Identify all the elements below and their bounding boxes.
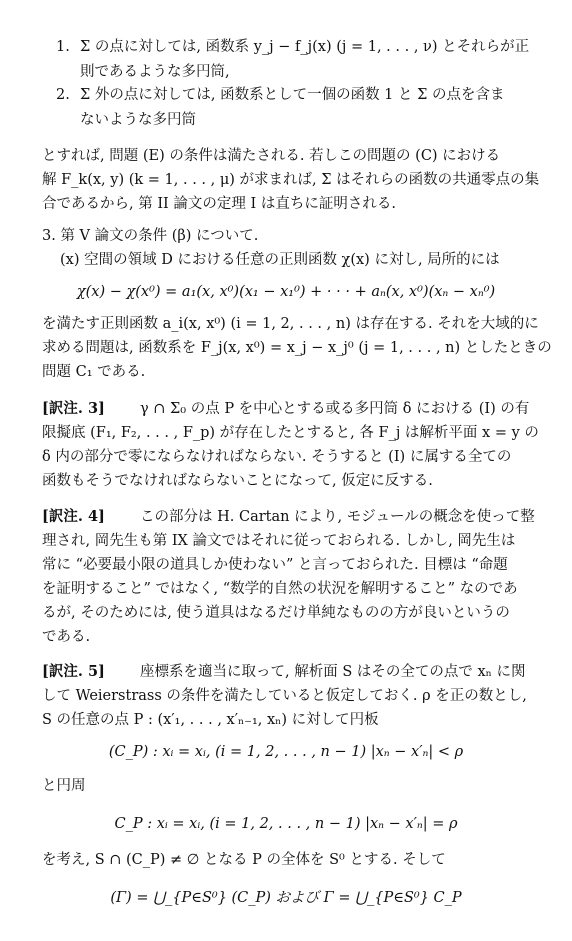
note3-line-3: δ 内の部分で零にならなければならない. そうすると (I) に属する全ての bbox=[42, 449, 512, 465]
note3-label: [訳注. 3] bbox=[42, 400, 105, 417]
note4-line-2: 理され, 岡先生も第 IX 論文ではそれに従っておられる. しかし, 岡先生は bbox=[42, 533, 516, 549]
note3-line-4: 函数もそうでなければならないことになって, 仮定に反する. bbox=[42, 473, 433, 489]
note5-equation-1: (C_P) : xᵢ = xᵢ, (i = 1, 2, . . . , n − 1) |xₙ − x′ₙ| < ρ bbox=[108, 744, 464, 760]
section3-after-1: を満たす正則函数 a_i(x, x⁰) (i = 1, 2, . . . , n) は存在する. それを大域的に bbox=[42, 316, 539, 332]
note4-line-1: この部分は H. Cartan により, モジュールの概念を使って整 bbox=[140, 509, 535, 525]
note5-equation-2: C_P : xᵢ = xᵢ, (i = 1, 2, . . . , n − 1) |xₙ − x′ₙ| = ρ bbox=[114, 816, 458, 832]
note5-mid: と円周 bbox=[42, 778, 86, 794]
note3-line-2: 限擬底 (F₁, F₂, . . . , F_p) が存在したとすると, 各 F_j は解析平面 x = y の bbox=[42, 425, 539, 441]
note5-equation-3: (Γ) = ⋃_{P∈S⁰} (C_P) および Γ = ⋃_{P∈S⁰} C_P bbox=[110, 890, 462, 906]
section3-equation: χ(x) − χ(x⁰) = a₁(x, x⁰)(x₁ − x₁⁰) + · · · + aₙ(x, x⁰)(xₙ − xₙ⁰) bbox=[76, 284, 496, 300]
note5-after: を考え, S ∩ (C_P) ≠ ∅ となる P の全体を S⁰ とする. そして bbox=[42, 852, 446, 868]
list-num-1: 1. bbox=[56, 39, 70, 55]
note5-line-1: 座標系を適当に取って, 解析面 S はその全ての点で xₙ に関 bbox=[140, 664, 526, 680]
list-2-line-2: ないような多円筒 bbox=[80, 112, 196, 128]
list-2-line-1: Σ 外の点に対しては, 函数系として一個の函数 1 と Σ の点を含ま bbox=[80, 87, 505, 103]
note3-line-1: γ ∩ Σ₀ の点 P を中心とする或る多円筒 δ における (I) の有 bbox=[140, 401, 530, 417]
note4-line-3: 常に “必要最小限の道具しか使わない” と言っておられた. 目標は “命題 bbox=[42, 557, 508, 573]
list-num-2: 2. bbox=[56, 87, 70, 103]
note4-label: [訳注. 4] bbox=[42, 508, 105, 525]
note4-line-6: である. bbox=[42, 629, 91, 645]
note4-line-4: を証明すること” ではなく, “数学的自然の状況を解明すること” なのであ bbox=[42, 581, 518, 597]
list-1-line-1: Σ の点に対しては, 函数系 y_j − f_j(x) (j = 1, . . . , ν) とそれらが正 bbox=[80, 39, 530, 55]
note5-line-2: して Weierstrass の条件を満たしていると仮定しておく. ρ を正の数とし, bbox=[42, 688, 527, 704]
section3-line: (x) 空間の領域 D における任意の正則函数 χ(x) に対し, 局所的には bbox=[60, 252, 500, 268]
section3-after-3: 問題 C₁ である. bbox=[42, 364, 146, 380]
note5-line-3: S の任意の点 P : (x′₁, . . . , x′ₙ₋₁, xₙ) に対して円板 bbox=[42, 712, 379, 728]
section3-after-2: 求める問題は, 函数系を F_j(x, x⁰) = x_j − x_j⁰ (j = 1, . . . , n) としたときの bbox=[42, 340, 552, 356]
list-1-line-2: 則であるような多円筒, bbox=[80, 64, 230, 80]
section3-heading: 3. 第 V 論文の条件 (β) について. bbox=[42, 228, 259, 244]
para1-line-3: 合であるから, 第 II 論文の定理 I は直ちに証明される. bbox=[42, 196, 396, 212]
note5-label: [訳注. 5] bbox=[42, 663, 105, 680]
note4-line-5: るが, そのためには, 使う道具はなるだけ単純なものの方が良いというの bbox=[42, 605, 510, 621]
para1-line-2: 解 F_k(x, y) (k = 1, . . . , μ) が求まれば, Σ はそれらの函数の共通零点の集 bbox=[42, 172, 540, 188]
para1-line-1: とすれば, 問題 (E) の条件は満たされる. 若しこの問題の (C) における bbox=[42, 148, 501, 164]
